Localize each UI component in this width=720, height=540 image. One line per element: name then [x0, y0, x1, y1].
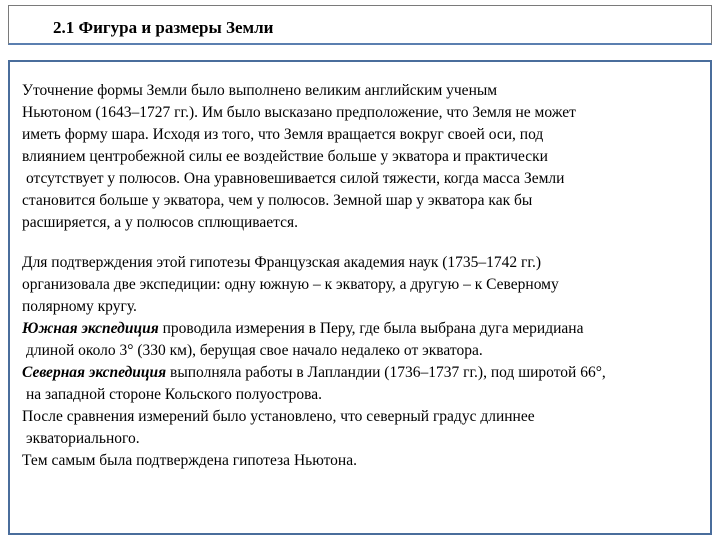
- slide-title: 2.1 Фигура и размеры Земли: [53, 18, 274, 37]
- north-expedition-label: Северная экспедиция: [22, 364, 167, 381]
- south-expedition-line-2: длиной около 3° (330 км), берущая свое начало недалеко от экватора.: [26, 342, 483, 359]
- paragraph1-line-5: отсутствует у полюсов. Она уравновешивается силой тяжести, когда масса Земли: [26, 170, 565, 187]
- final-line: Тем самым была подтверждена гипотеза Ньютона.: [22, 452, 357, 469]
- content-text: [22, 80, 712, 472]
- paragraph1-line-1: Уточнение формы Земли было выполнено великим английским ученым: [22, 82, 498, 99]
- north-expedition-line-2: на западной стороне Кольского полуострова.: [26, 386, 323, 403]
- north-expedition-text: выполняла работы в Лапландии (1736–1737 гг.), под широтой 66°,: [166, 364, 606, 381]
- paragraph1-line-2: Ньютоном (1643–1727 гг.). Им было высказано предположение, что Земля не может: [22, 104, 576, 121]
- paragraph2-line-1: Для подтверждения этой гипотезы Французская академия наук (1735–1742 гг.): [22, 254, 542, 271]
- content-box: [8, 60, 712, 535]
- conclusion-line-1: После сравнения измерений было установлено, что северный градус длиннее: [22, 408, 535, 425]
- paragraph1-line-6: становится больше у экватора, чем у полюсов. Земной шар у экватора как бы: [22, 192, 533, 209]
- paragraph-gap: [22, 234, 712, 252]
- south-expedition-label: Южная экспедиция: [22, 320, 159, 337]
- north-expedition-line-1: [22, 362, 712, 384]
- south-expedition-text: проводила измерения в Перу, где была выбрана дуга меридиана: [158, 320, 584, 337]
- paragraph1-line-7: расширяется, а у полюсов сплющивается.: [22, 214, 299, 231]
- title-box: [8, 5, 712, 45]
- paragraph1-line-4: влиянием центробежной силы ее воздействие больше у экватора и практически: [22, 148, 548, 165]
- paragraph2-line-3: полярному кругу.: [22, 298, 137, 315]
- paragraph1-line-3: иметь форму шара. Исходя из того, что Земля вращается вокруг своей оси, под: [22, 126, 544, 143]
- paragraph2-line-2: организовала две экспедиции: одну южную – к экватору, а другую – к Северному: [22, 276, 559, 293]
- south-expedition-line-1: [22, 318, 712, 340]
- conclusion-line-2: экваториального.: [26, 430, 140, 447]
